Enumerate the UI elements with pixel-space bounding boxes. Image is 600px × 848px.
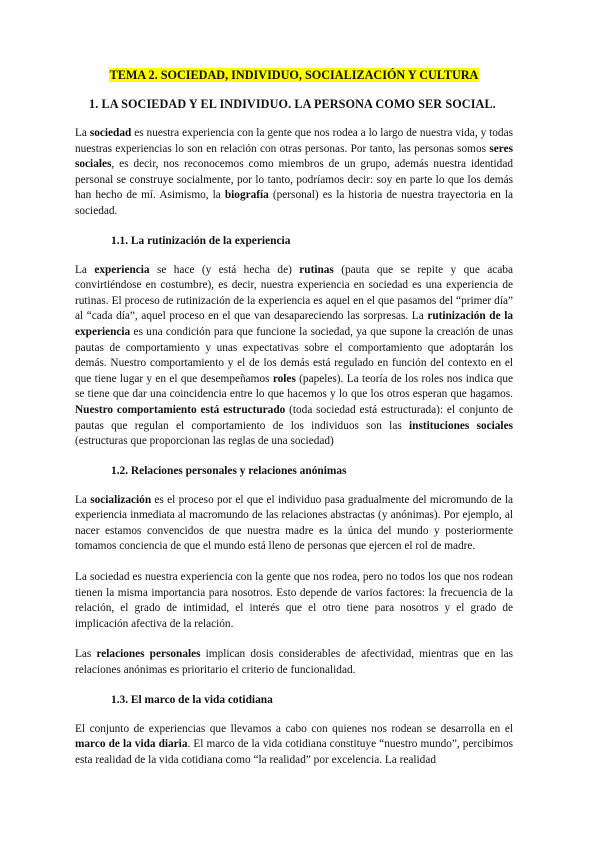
bold-term: Nuestro comportamiento está estructurado xyxy=(75,403,286,416)
bold-term: instituciones sociales xyxy=(409,419,513,432)
bold-term: roles xyxy=(272,372,296,385)
section-1-heading: 1. LA SOCIEDAD Y EL INDIVIDUO. LA PERSONA COMO SER SOCIAL. xyxy=(89,97,496,111)
subsection-1-2-paragraph-1: La socialización es el proceso por el que el individuo pasa gradualmente del micromundo de la experiencia inmediata al macromundo de las relaciones abstractas (y anónimas). Por ejemplo, al nacer estamos convencidos de que nuestra madre es la única del mundo y posteriormente tomamos conciencia de que el mundo está lleno de personas que ejercen el rol de madre. xyxy=(75,493,513,553)
bold-term: socialización xyxy=(90,493,152,506)
bold-term: relaciones personales xyxy=(96,648,201,661)
bold-term: marco de la vida diaria xyxy=(75,738,188,751)
highlighted-title-text: TEMA 2. SOCIEDAD, INDIVIDUO, SOCIALIZACIÓN Y CULTURA xyxy=(109,68,479,82)
subsection-1-2-heading: 1.2. Relaciones personales y relaciones anónimas xyxy=(111,464,347,477)
subsection-1-2-paragraph-2: La sociedad es nuestra experiencia con la gente que nos rodea, pero no todos los que nos rodean tienen la misma importancia para nosotros. Esto depende de varios factores: la frecuencia de la relación, el grado de intimidad, el interés que el otro tiene para nosotros y el grado de implicación afectiva de la relación. xyxy=(75,571,513,630)
bold-term: rutinización de la experiencia xyxy=(75,310,513,338)
subsection-1-1-paragraph: La experiencia se hace (y está hecha de) rutinas (pauta que se repite y que acaba convirtiéndose en costumbre), es decir, nuestra experiencia en sociedad es una experiencia de rutinas. El proceso de rutinización de la experiencia es aquel en el que pasamos del “primer día” al “cada día”, aquel proceso en el que van desapareciendo las sorpresas. La rutinización de la experiencia es una condición para que funcione la sociedad, ya que supone la creación de unas pautas de comportamiento y unas expectativas sobre el comportamiento que adoptarán los demás. Nuestro comportamiento y el de los demás está regulado en función del contexto en el que tiene lugar y en el que desempeñamos roles (papeles). La teoría de los roles nos indica que se tiene que dar una coincidencia entre lo que hacemos y lo que los otros esperan que hagamos. Nuestro comportamiento está estructurado (toda sociedad está estructurada): el conjunto de pautas que regulan el comportamiento de los individuos son las instituciones sociales (estructuras que proporcionan las reglas de una sociedad) xyxy=(75,263,513,448)
bold-term: rutinas xyxy=(299,263,334,276)
section-1-paragraph: La sociedad es nuestra experiencia con la gente que nos rodea a lo largo de nuestra vida, y todas nuestras experiencias lo son en relación con otras personas. Por tanto, las personas somos seres sociales, es decir, nos reconocemos como miembros de un grupo, además nuestra identidad personal se construye socialmente, por lo tanto, podríamos decir: soy en parte lo que los demás han hecho de mí. Asimismo, la biografía (personal) es la historia de nuestra trayectoria en la sociedad. xyxy=(75,127,513,217)
bold-term: experiencia xyxy=(94,263,150,276)
subsection-1-3-heading: 1.3. El marco de la vida cotidiana xyxy=(111,693,273,706)
bold-term: biografía xyxy=(224,189,269,202)
bold-term: sociedad xyxy=(89,127,132,139)
subsection-1-2-paragraph-3: Las relaciones personales implican dosis considerables de afectividad, mientras que en las relaciones anónimas es prioritario el criterio de funcionalidad. xyxy=(75,648,513,677)
bold-term: seres sociales xyxy=(75,142,513,171)
subsection-1-3-paragraph: El conjunto de experiencias que llevamos a cabo con quienes nos rodean se desarrolla en el marco de la vida diaria. El marco de la vida cotidiana constituye “nuestro mundo”, percibimos esta realidad de la vida cotidiana como “la realidad” por excelencia. La realidad xyxy=(75,722,513,766)
document-title xyxy=(75,68,513,83)
subsection-1-1-heading: 1.1. La rutinización de la experiencia xyxy=(111,234,291,247)
